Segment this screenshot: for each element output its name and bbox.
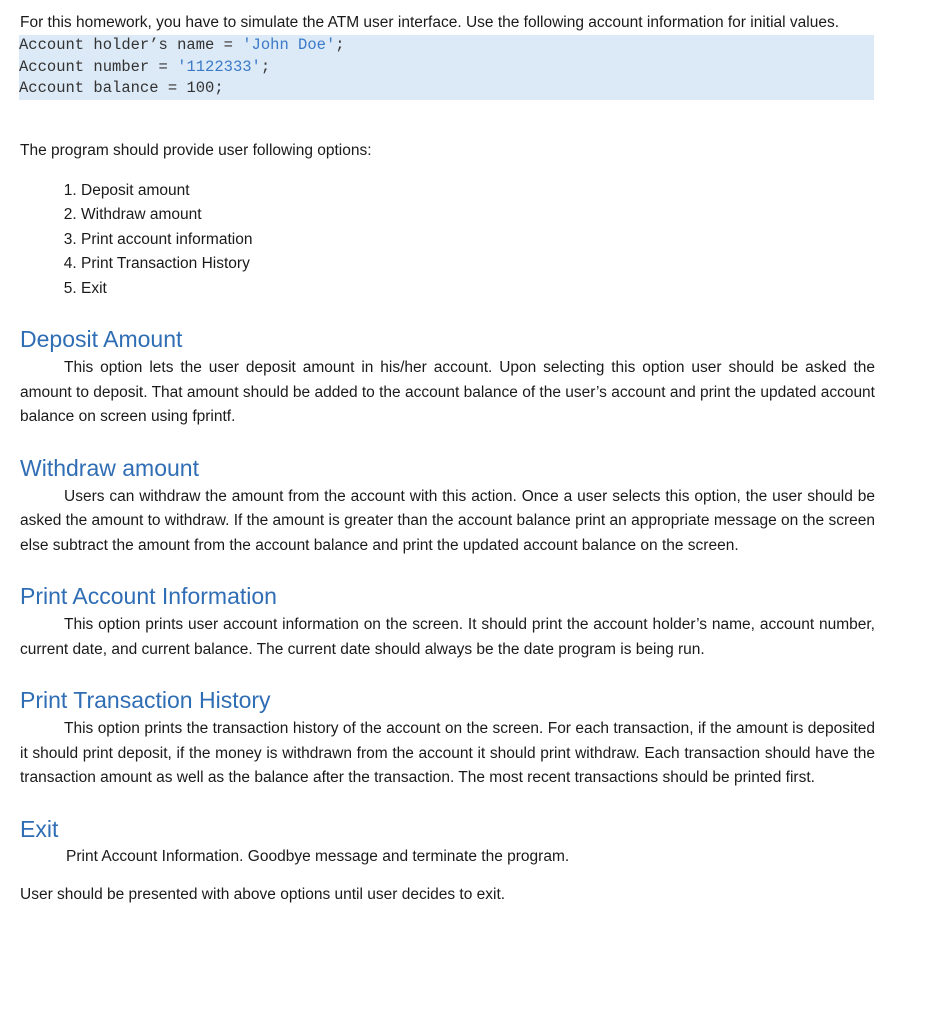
option-item: 1. Deposit amount (81, 179, 875, 204)
code-block (19, 35, 874, 100)
section-exit (20, 815, 875, 868)
section-text: Users can withdraw the amount from the account with this action. Once a user selects this option, the user should be asked the amount to withdraw. If the amount is greater than the account balance print an appropriate message on the screen else subtract the amount from the account balance and print the updated account balance on the screen. (20, 487, 875, 554)
section-heading: Deposit Amount (20, 326, 183, 352)
section-text: This option lets the user deposit amount in his/her account. Upon selecting this option user should be asked the amount to deposit. That amount should be added to the account balance of the user’s account and print the updated account balance on screen using fprintf. (20, 359, 875, 425)
section-heading: Print Account Information (20, 583, 277, 609)
code-line-name: Account holder’s name = 'John Doe'; (19, 36, 345, 54)
final-note: User should be presented with above options until user decides to exit. (20, 885, 506, 903)
section-heading: Exit (20, 815, 59, 842)
section-heading: Withdraw amount (20, 454, 199, 481)
intro-text: For this homework, you have to simulate the ATM user interface. Use the following account information for initial values. (20, 14, 840, 31)
section-text: This option prints the transaction history of the account on the screen. For each transaction, if the amount is deposited it should print deposit, if the money is withdrawn from the account it should print withdraw. Each transaction should have the transaction amount as well as the balance after the transaction. The most recent transactions should be printed first. (20, 720, 875, 786)
code-line-balance: Account balance = 100; (19, 79, 224, 97)
section-deposit (20, 325, 875, 430)
section-history (20, 686, 875, 791)
option-item: 3. Print account information (81, 228, 875, 253)
options-list (20, 179, 875, 302)
section-withdraw (20, 454, 875, 559)
document-page (20, 12, 875, 921)
option-item: 4. Print Transaction History (81, 252, 875, 277)
section-heading: Print Transaction History (20, 687, 271, 713)
section-text: Print Account Information. Goodbye message and terminate the program. (66, 847, 570, 865)
option-item: 2. Withdraw amount (81, 203, 875, 228)
section-text: This option prints user account information on the screen. It should print the account holder’s name, account number, current date, and current balance. The current date should always be the date program is being run. (20, 616, 875, 658)
options-lead: The program should provide user following options: (20, 141, 372, 159)
section-print-account (20, 582, 875, 662)
code-line-number: Account number = '1122333'; (19, 57, 271, 76)
option-item: 5. Exit (81, 277, 875, 302)
